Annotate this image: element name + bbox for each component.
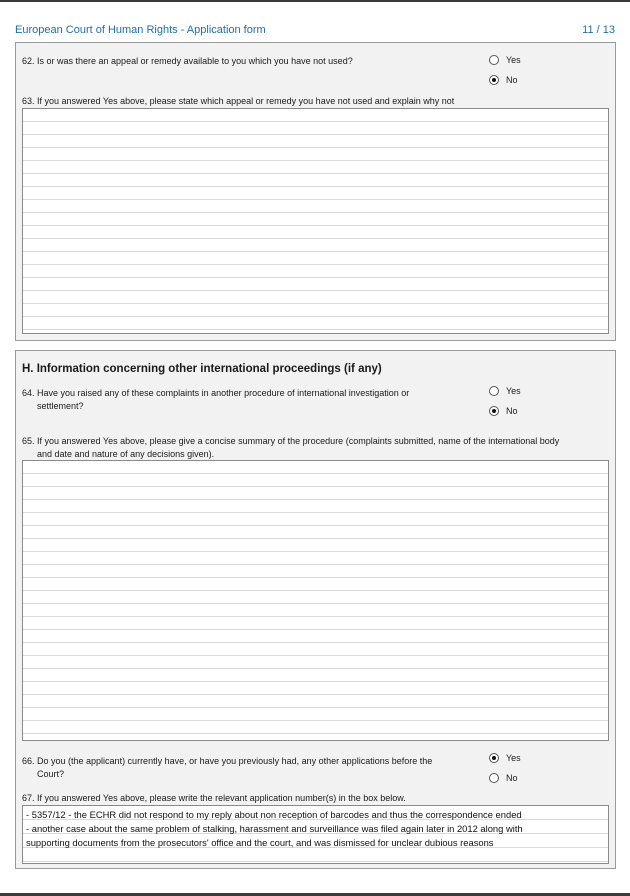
radio-circle-selected[interactable] (489, 753, 499, 763)
question-67: 67. If you answered Yes above, please write the relevant application number(s) in the box below. (22, 793, 406, 803)
question-62: 62. Is or was there an appeal or remedy available to you which you have not used? (22, 56, 353, 66)
q67-answer-box[interactable] (22, 805, 609, 864)
radio-label: Yes (506, 55, 521, 65)
question-66-line1: 66. Do you (the applicant) currently have, or have you previously had, any other applications before the (22, 756, 433, 766)
question-64 (22, 387, 462, 413)
q62-no-radio[interactable] (489, 75, 518, 85)
radio-label: Yes (506, 386, 521, 396)
radio-label: No (506, 773, 518, 783)
form-title: European Court of Human Rights - Application form (15, 24, 266, 36)
question-66-line2: Court? (37, 769, 65, 779)
top-border (0, 0, 630, 2)
q63-answer-box[interactable] (22, 108, 609, 334)
q62-yes-radio[interactable] (489, 55, 521, 65)
question-65 (22, 435, 612, 461)
answer-line: supporting documents from the prosecutors' office and the court, and was dismissed for unclear dubious reasons (26, 837, 494, 848)
radio-label: No (506, 75, 518, 85)
question-64-line1: 64. Have you raised any of these complaints in another procedure of international investigation or (22, 388, 410, 398)
section-h-panel (15, 350, 616, 869)
remedies-panel (15, 42, 616, 341)
radio-label: Yes (506, 753, 521, 763)
radio-circle-selected[interactable] (489, 406, 499, 416)
q65-answer-box[interactable] (22, 460, 609, 741)
radio-label: No (506, 406, 518, 416)
answer-line: - 5357/12 - the ECHR did not respond to my reply about non reception of barcodes and thus the correspondence ended (26, 809, 522, 820)
section-h-title: H. Information concerning other international proceedings (if any) (22, 363, 382, 375)
q66-yes-radio[interactable] (489, 753, 521, 763)
question-64-line2: settlement? (37, 401, 84, 411)
page-number: 11 / 13 (582, 24, 615, 36)
radio-circle-selected[interactable] (489, 75, 499, 85)
question-63: 63. If you answered Yes above, please state which appeal or remedy you have not used and explain why not (22, 96, 455, 106)
q66-no-radio[interactable] (489, 773, 518, 783)
answer-line: - another case about the same problem of stalking, harassment and surveillance was filed again later in 2012 along with (26, 823, 523, 834)
q64-yes-radio[interactable] (489, 386, 521, 396)
question-65-line2: and date and nature of any decisions given). (37, 449, 215, 459)
q64-no-radio[interactable] (489, 406, 518, 416)
radio-circle[interactable] (489, 55, 499, 65)
question-65-line1: 65. If you answered Yes above, please give a concise summary of the procedure (complaints submitted, name of the international body (22, 436, 560, 446)
radio-circle[interactable] (489, 773, 499, 783)
radio-circle[interactable] (489, 386, 499, 396)
question-66 (22, 755, 482, 781)
